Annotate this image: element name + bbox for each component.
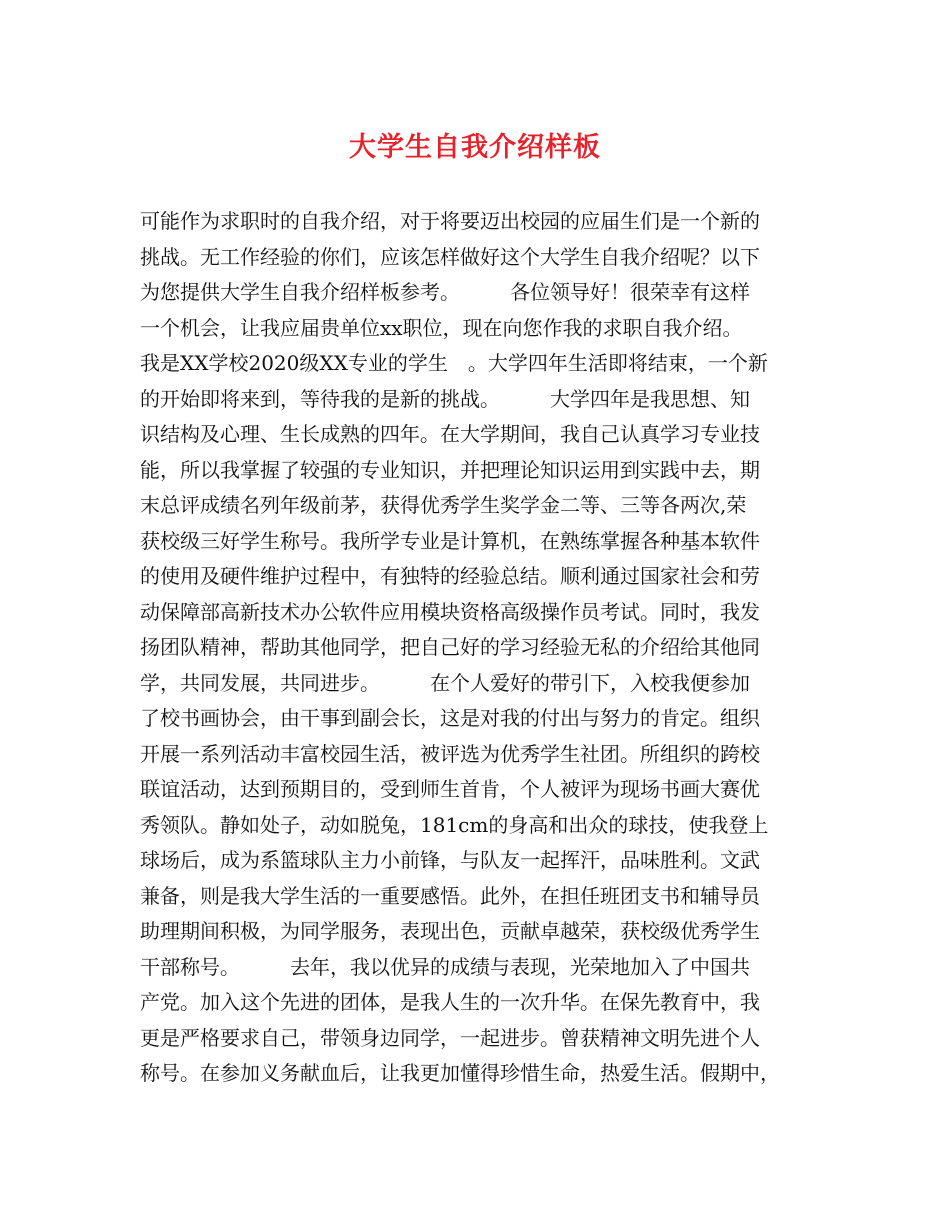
- body-line: 能，所以我掌握了较强的专业知识，并把理论知识运用到实践中去，期: [140, 457, 760, 482]
- body-line: 学，共同发展，共同进步。 在个人爱好的带引下，入校我便参加: [140, 670, 750, 695]
- body-line: 挑战。无工作经验的你们，应该怎样做好这个大学生自我介绍呢？以下: [140, 244, 760, 269]
- body-line: 我是XX学校2020级XX专业的学生 。大学四年生活即将结束，一个新: [140, 351, 768, 375]
- body-line: 动保障部高新技术办公软件应用模块资格高级操作员考试。同时，我发: [140, 599, 760, 624]
- document-body: [140, 204, 820, 1092]
- document-title: 大学生自我介绍样板: [349, 132, 601, 163]
- body-line: 扬团队精神，帮助其他同学，把自己好的学习经验无私的介绍给其他同: [140, 635, 760, 659]
- body-line: 更是严格要求自己，带领身边同学，一起进步。曾获精神文明先进个人: [140, 1025, 760, 1050]
- body-line: 的开始即将来到，等待我的是新的挑战。 大学四年是我思想、知: [140, 386, 750, 411]
- body-line: 球场后，成为系篮球队主力小前锋，与队友一起挥汗，品味胜利。文武: [140, 848, 760, 872]
- body-line: 可能作为求职时的自我介绍，对于将要迈出校园的应届生们是一个新的: [140, 209, 760, 233]
- body-line: 为您提供大学生自我介绍样板参考。 各位领导好！很荣幸有这样: [140, 280, 750, 304]
- body-line: 一个机会，让我应届贵单位xx职位，现在向您作我的求职自我介绍。: [140, 315, 743, 340]
- body-line: 获校级三好学生称号。我所学专业是计算机，在熟练掌握各种基本软件: [140, 528, 760, 553]
- body-line: 干部称号。 去年，我以优异的成绩与表现，光荣地加入了中国共: [140, 954, 750, 979]
- body-line: 联谊活动，达到预期目的，受到师生首肯，个人被评为现场书画大赛优: [140, 777, 760, 801]
- body-line: 称号。在参加义务献血后，让我更加懂得珍惜生命，热爱生活。假期中，: [140, 1061, 780, 1085]
- body-line: 了校书画协会，由干事到副会长，这是对我的付出与努力的肯定。组织: [140, 706, 760, 730]
- body-line: 助理期间积极，为同学服务，表现出色，贡献卓越荣，获校级优秀学生: [140, 919, 760, 943]
- body-line: 秀领队。静如处子，动如脱兔，181cm的身高和出众的球技，使我登上: [140, 812, 769, 837]
- body-line: 开展一系列活动丰富校园生活，被评选为优秀学生社团。所组织的跨校: [140, 741, 760, 766]
- body-line: 的使用及硬件维护过程中，有独特的经验总结。顺利通过国家社会和劳: [140, 564, 760, 588]
- body-line: 产党。加入这个先进的团体，是我人生的一次升华。在保先教育中，我: [140, 990, 760, 1014]
- body-line: 识结构及心理、生长成熟的四年。在大学期间，我自己认真学习专业技: [140, 422, 760, 446]
- body-line: 兼备，则是我大学生活的一重要感悟。此外，在担任班团支书和辅导员: [140, 883, 760, 908]
- body-line: 末总评成绩名列年级前茅，获得优秀学生奖学金二等、三等各两次,荣: [140, 493, 747, 517]
